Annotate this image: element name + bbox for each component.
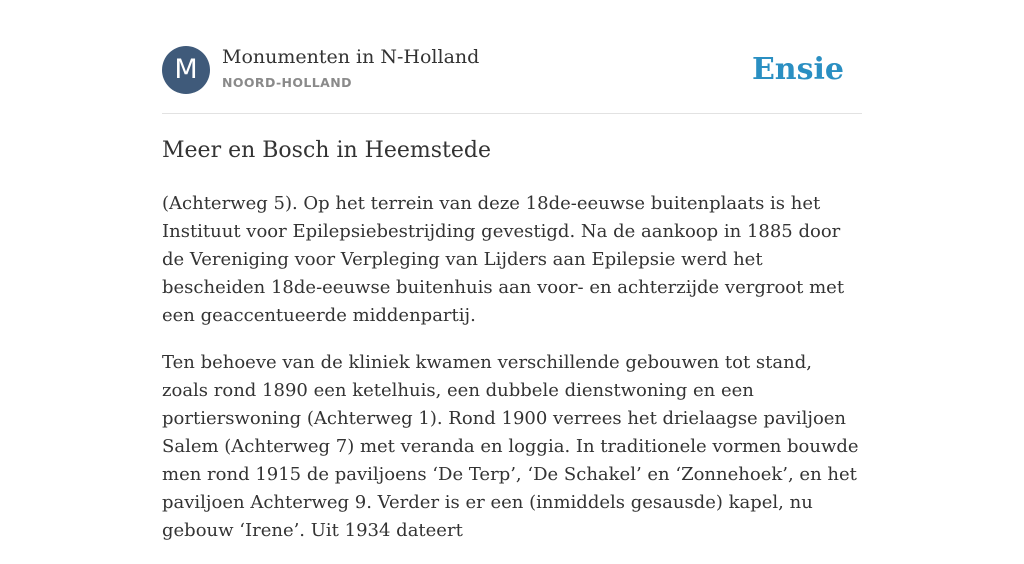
header-divider	[162, 113, 862, 114]
brand-logo[interactable]: Ensie	[751, 52, 844, 87]
source-subtitle[interactable]: NOORD-HOLLAND	[222, 75, 352, 90]
source-header	[162, 46, 862, 96]
article-body	[162, 190, 862, 564]
avatar[interactable]: M	[162, 46, 210, 94]
article-title: Meer en Bosch in Heemstede	[162, 138, 491, 163]
paragraph: Ten behoeve van de kliniek kwamen verschillende gebouwen tot stand, zoals rond 1890 een ketelhuis, een dubbele dienstwoning en een portierswoning (Achterweg 1). Rond 1900 verrees het drielaagse paviljoen Salem (Achterweg 7) met veranda en loggia. In traditionele vormen bouwde men rond 1915 de paviljoens ‘De Terp’, ‘De Schakel’ en ‘Zonnehoek’, en het paviljoen Achterweg 9. Verder is er een (inmiddels gesausde) kapel, nu gebouw ‘Irene’. Uit 1934 dateert	[162, 352, 859, 541]
paragraph: (Achterweg 5). Op het terrein van deze 18de-eeuwse buitenplaats is het Instituut voor Epilepsiebestrijding gevestigd. Na de aankoop in 1885 door de Vereniging voor Verpleging van Lijders aan Epilepsie werd het bescheiden 18de-eeuwse buitenhuis aan voor- en achterzijde vergroot met een geaccentueerde middenpartij.	[162, 193, 845, 326]
source-title[interactable]: Monumenten in N-Holland	[222, 46, 480, 68]
